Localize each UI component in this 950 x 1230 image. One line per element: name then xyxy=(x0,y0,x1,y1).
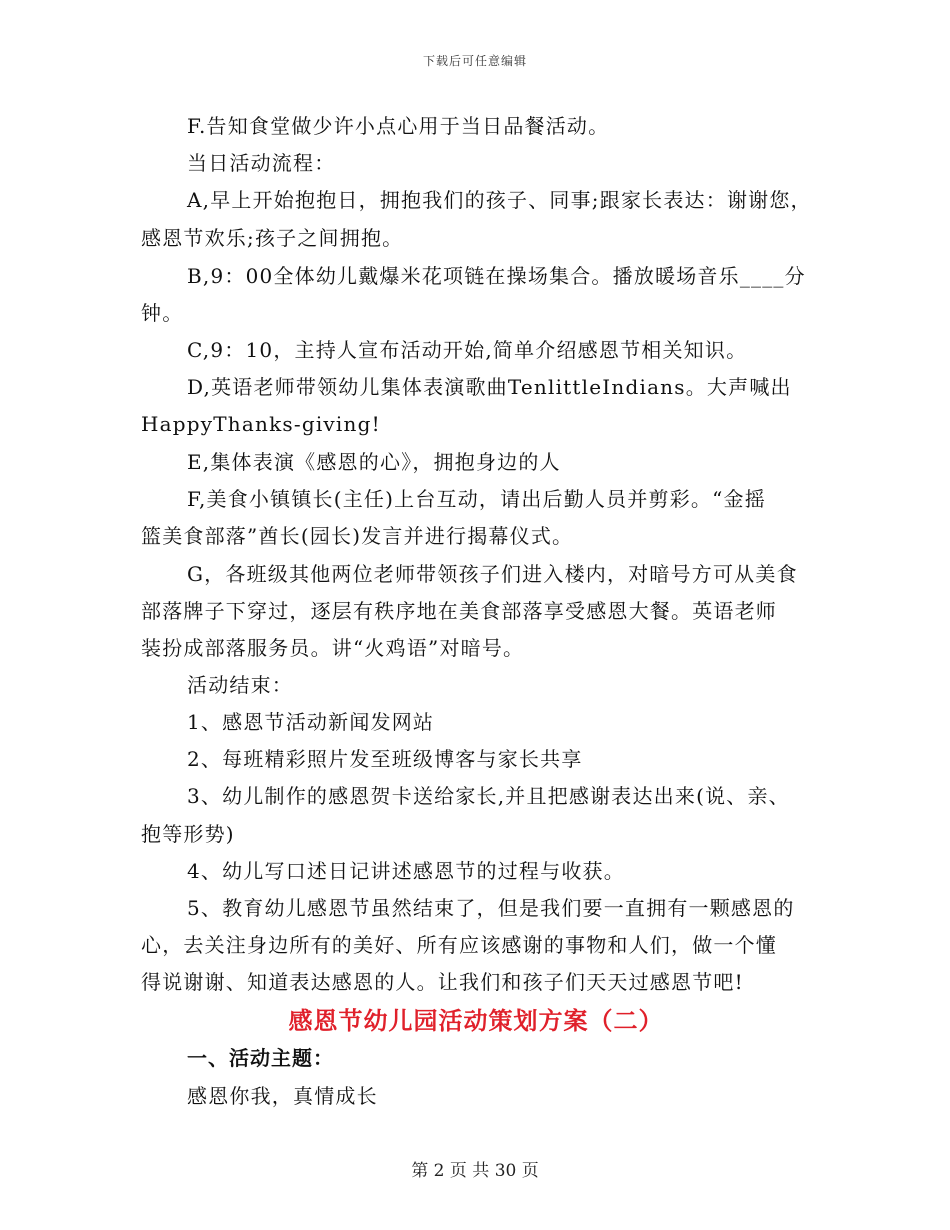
body-line: A,早上开始抱抱日，拥抱我们的孩子、同事;跟家长表达：谢谢您， xyxy=(187,188,812,212)
body-line: B,9：00全体幼儿戴爆米花项链在操场集合。播放暖场音乐____分 xyxy=(187,264,806,288)
body-line: G，各班级其他两位老师带领孩子们进入楼内，对暗号方可从美食 xyxy=(187,562,798,586)
body-line: 感恩节欢乐;孩子之间拥抱。 xyxy=(141,226,404,250)
page-number: 第 2 页 共 30 页 xyxy=(411,1161,539,1181)
list-item: 3、幼儿制作的感恩贺卡送给家长,并且把感谢表达出来(说、亲、 xyxy=(187,784,790,808)
section-heading: 一、活动主题： xyxy=(187,1046,334,1070)
body-line: 装扮成部落服务员。讲“火鸡语”对暗号。 xyxy=(141,636,525,660)
body-line: F,美食小镇镇长(主任)上台互动，请出后勤人员并剪彩。“金摇 xyxy=(187,487,766,511)
page-header: 下载后可任意编辑 xyxy=(422,54,527,68)
list-item-continuation: 心，去关注身边所有的美好、所有应该感谢的事物和人们，做一个懂 xyxy=(141,933,777,957)
body-line: 活动结束： xyxy=(187,673,293,697)
body-line: E,集体表演《感恩的心》，拥抱身边的人 xyxy=(187,450,561,474)
section-title: 感恩节幼儿园活动策划方案（二） xyxy=(288,1007,664,1035)
list-item-continuation: 抱等形势) xyxy=(141,822,235,846)
list-item: 2、每班精彩照片发至班级博客与家长共享 xyxy=(187,747,583,771)
body-line: 钟。 xyxy=(141,301,184,325)
body-line: 当日活动流程： xyxy=(187,151,336,175)
list-item: 5、教育幼儿感恩节虽然结束了，但是我们要一直拥有一颗感恩的 xyxy=(187,896,795,920)
list-item: 4、幼儿写口述日记讲述感恩节的过程与收获。 xyxy=(187,859,625,883)
list-item-continuation: 得说谢谢、知道表达感恩的人。让我们和孩子们天天过感恩节吧! xyxy=(141,970,744,994)
list-item: 1、感恩节活动新闻发网站 xyxy=(187,710,435,734)
body-line: 篮美食部落”酋长(园长)发言并进行揭幕仪式。 xyxy=(141,524,574,548)
section-text: 感恩你我，真情成长 xyxy=(187,1084,378,1108)
body-line: 部落牌子下穿过，逐层有秩序地在美食部落享受感恩大餐。英语老师 xyxy=(141,599,777,623)
body-line: D,英语老师带领幼儿集体表演歌曲TenlittleIndians。大声喊出 xyxy=(187,375,792,399)
body-line: C,9：10，主持人宣布活动开始,简单介绍感恩节相关知识。 xyxy=(187,338,748,362)
body-line: HappyThanks-giving! xyxy=(141,412,381,436)
body-line: F.告知食堂做少许小点心用于当日品餐活动。 xyxy=(187,114,610,138)
